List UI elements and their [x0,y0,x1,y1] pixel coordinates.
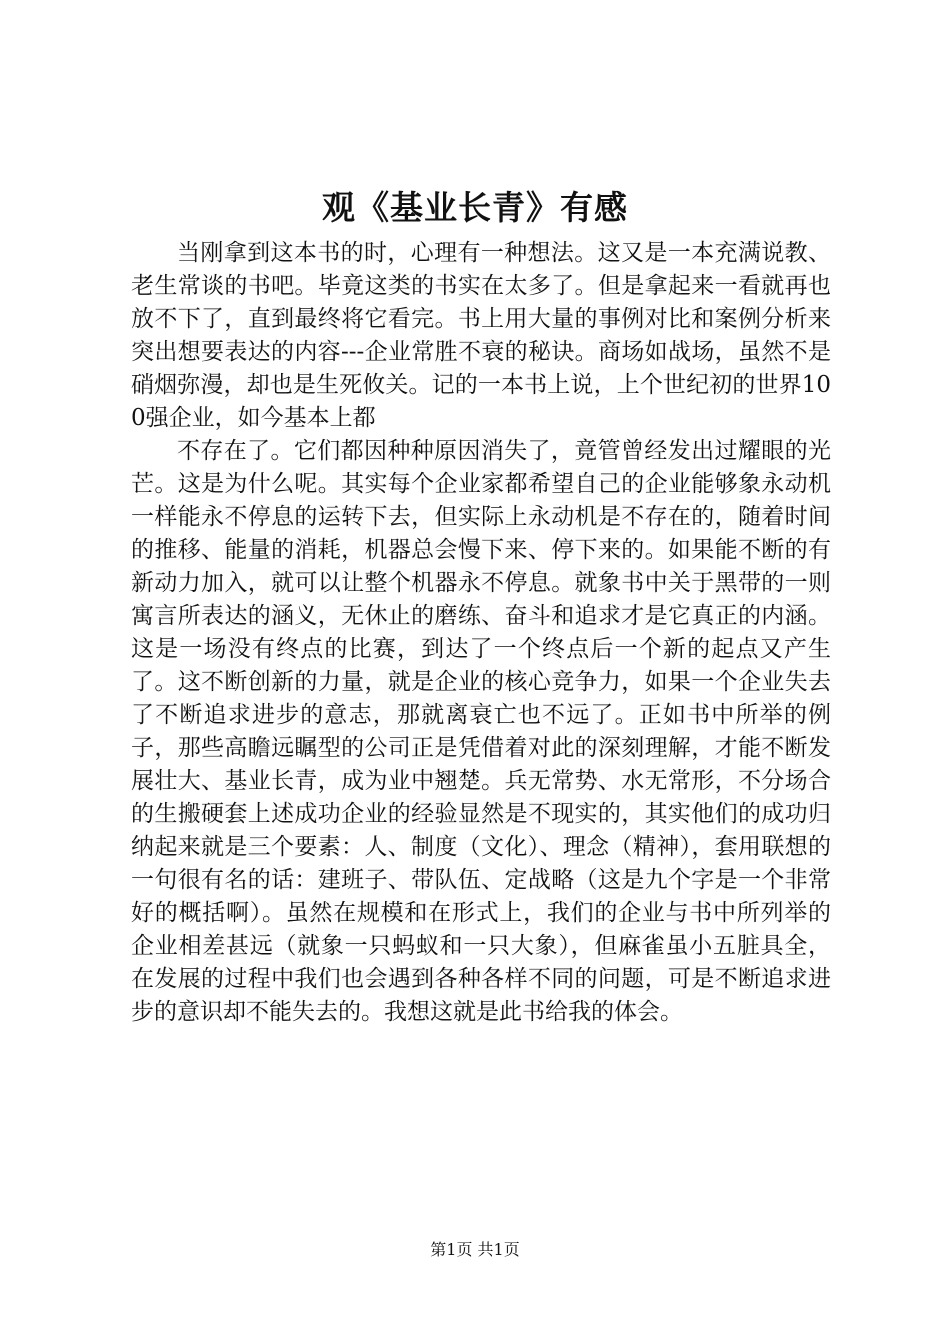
page-footer: 第1页 共1页 [430,1240,520,1259]
paragraph-1: 当刚拿到这本书的时，心理有一种想法。这又是一本充满说教、老生常谈的书吧。毕竟这类的书实在太多了。但是拿起来一看就再也放不下了，直到最终将它看完。书上用大量的事例对比和案例分析来突出想要表达的内容---企业常胜不衰的秘诀。商场如战场，虽然不是硝烟弥漫，却也是生死攸关。记的一本书上说，上个世纪初的世界100强企业，如今基本上都 [131,240,831,431]
document-title: 观《基业长青》有感 [322,188,628,227]
document-body [131,237,831,1029]
paragraph-2: 不存在了。它们都因种种原因消失了，竟管曾经发出过耀眼的光芒。这是为什么呢。其实每个企业家都希望自己的企业能够象永动机一样能永不停息的运转下去，但实际上永动机是不存在的，随着时间的推移、能量的消耗，机器总会慢下来、停下来的。如果能不断的有新动力加入，就可以让整个机器永不停息。就象书中关于黑带的一则寓言所表达的涵义，无休止的磨练、奋斗和追求才是它真正的内涵。这是一场没有终点的比赛，到达了一个终点后一个新的起点又产生了。这不断创新的力量，就是企业的核心竞争力，如果一个企业失去了不断追求进步的意志，那就离衰亡也不远了。正如书中所举的例子，那些高瞻远瞩型的公司正是凭借着对此的深刻理解，才能不断发展壮大、基业长青，成为业中翘楚。兵无常势、水无常形，不分场合的生搬硬套上述成功企业的经验显然是不现实的，其实他们的成功归纳起来就是三个要素：人、制度（文化）、理念（精神），套用联想的一句很有名的话：建班子、带队伍、定战略（这是九个字是一个非常好的概括啊）。虽然在规模和在形式上，我们的企业与书中所列举的企业相差甚远（就象一只蚂蚁和一只大象），但麻雀虽小五脏具全，在发展的过程中我们也会遇到各种各样不同的问题，可是不断追求进步的意识却不能失去的。我想这就是此书给我的体会。 [131,438,831,1025]
